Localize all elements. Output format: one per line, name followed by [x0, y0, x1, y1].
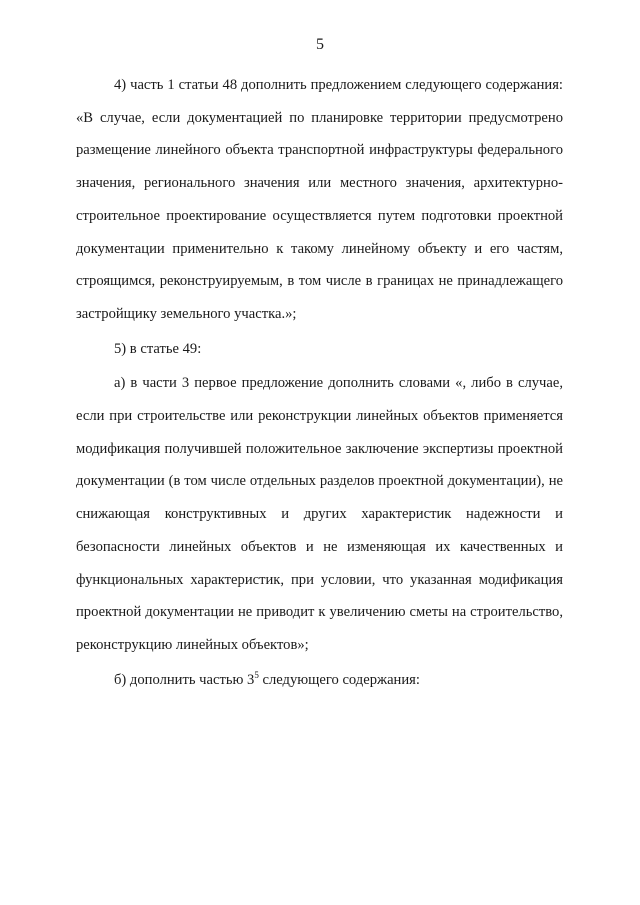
paragraph-subitem-b [76, 664, 563, 697]
document-body [76, 69, 563, 696]
paragraph-subitem-a: а) в части 3 первое предложение дополнить словами «, либо в случае, если при строительстве или реконструкции линейных объектов применяется модификация получившей положительное заключение экспертизы проектной документации (в том числе отдельных разделов проектной документации), не снижающая конструктивных и других характеристик надежности и безопасности линейных объектов и не изменяющая их качественных и функциональных характеристик, при условии, что указанная модификация проектной документации не приводит к увеличению сметы на строительство, реконструкцию линейных объектов»; [76, 375, 563, 653]
page-number: 5 [316, 36, 324, 53]
paragraph-subitem-b-text-end: следующего содержания: [258, 671, 420, 688]
paragraph-item-5: 5) в статье 49: [114, 340, 202, 357]
paragraph-subitem-b-text-start: б) дополнить частью 3 [114, 671, 255, 688]
part-number-superscript: 5 [254, 669, 259, 680]
paragraph-item-4: 4) часть 1 статьи 48 дополнить предложением следующего содержания: «В случае, если документацией по планировке территории предусмотрено размещение линейного объекта транспортной инфраструктуры федерального значения, регионального значения или местного значения, архитектурно-строительное проектирование осуществляется путем подготовки проектной документации применительно к такому линейному объекту и его частям, строящимся, реконструируемым, в том числе в границах не принадлежащего застройщику земельного участка.»; [76, 77, 563, 322]
